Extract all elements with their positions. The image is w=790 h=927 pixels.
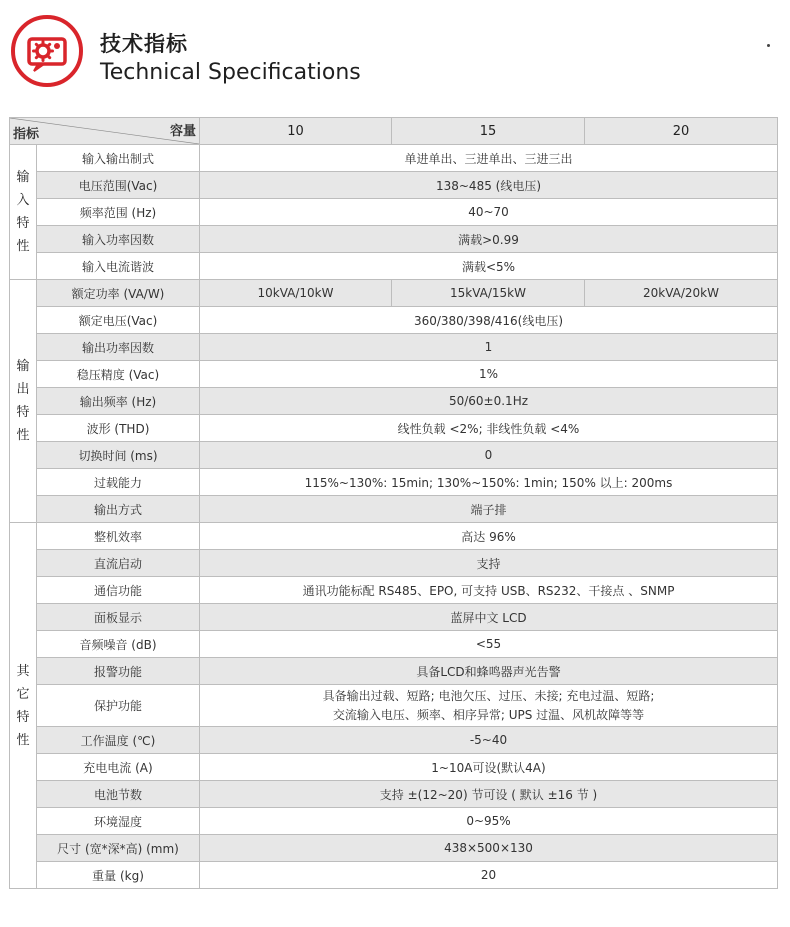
param-name: 输入输出制式 <box>37 145 200 172</box>
gear-chip-icon <box>10 14 84 88</box>
param-value: 40~70 <box>200 199 778 226</box>
param-value: 438×500×130 <box>200 835 778 862</box>
table-row <box>10 754 778 781</box>
param-value: 15kVA/15kW <box>392 280 585 307</box>
param-name: 工作温度 (℃) <box>37 727 200 754</box>
table-row <box>10 550 778 577</box>
dot-mark <box>767 44 770 47</box>
param-value: -5~40 <box>200 727 778 754</box>
param-name: 保护功能 <box>37 685 200 727</box>
param-value: 蓝屏中文 LCD <box>200 604 778 631</box>
table-row <box>10 442 778 469</box>
param-value: 20kVA/20kW <box>585 280 778 307</box>
table-row <box>10 631 778 658</box>
param-name: 环境湿度 <box>37 808 200 835</box>
table-row <box>10 808 778 835</box>
param-name: 重量 (kg) <box>37 862 200 889</box>
table-row <box>10 523 778 550</box>
group-output-label: 输 出 特 性 <box>10 280 37 523</box>
param-name: 输出方式 <box>37 496 200 523</box>
page-title-en: Technical Specifications <box>100 60 361 85</box>
capacity-header: 15 <box>392 118 585 145</box>
table-row <box>10 685 778 727</box>
param-value: 高达 96% <box>200 523 778 550</box>
param-value: 20 <box>200 862 778 889</box>
table-row <box>10 334 778 361</box>
param-name: 输入电流谐波 <box>37 253 200 280</box>
param-name: 面板显示 <box>37 604 200 631</box>
param-value: 支持 <box>200 550 778 577</box>
param-name: 额定电压(Vac) <box>37 307 200 334</box>
param-value: 50/60±0.1Hz <box>200 388 778 415</box>
param-name: 波形 (THD) <box>37 415 200 442</box>
param-value: 满载<5% <box>200 253 778 280</box>
table-row <box>10 172 778 199</box>
param-name: 电压范围(Vac) <box>37 172 200 199</box>
param-value <box>200 685 778 727</box>
param-name: 过载能力 <box>37 469 200 496</box>
protection-line-2: 交流输入电压、频率、相序异常; UPS 过温、风机故障等等 <box>332 707 645 722</box>
param-name: 输出频率 (Hz) <box>37 388 200 415</box>
param-name: 电池节数 <box>37 781 200 808</box>
corner-cell <box>10 118 200 145</box>
param-name: 尺寸 (宽*深*高) (mm) <box>37 835 200 862</box>
table-row <box>10 469 778 496</box>
param-name: 输入功率因数 <box>37 226 200 253</box>
param-value: 通讯功能标配 RS485、EPO, 可支持 USB、RS232、干接点 、SNMP <box>200 577 778 604</box>
table-row <box>10 361 778 388</box>
table-row <box>10 862 778 889</box>
table-row <box>10 415 778 442</box>
param-name: 报警功能 <box>37 658 200 685</box>
param-value: 具备LCD和蜂鸣器声光告警 <box>200 658 778 685</box>
table-row <box>10 253 778 280</box>
param-name: 充电电流 (A) <box>37 754 200 781</box>
param-value: 端子排 <box>200 496 778 523</box>
param-name: 音频噪音 (dB) <box>37 631 200 658</box>
table-row <box>10 604 778 631</box>
param-value: 360/380/398/416(线电压) <box>200 307 778 334</box>
param-value: 1~10A可设(默认4A) <box>200 754 778 781</box>
table-row <box>10 388 778 415</box>
param-name: 频率范围 (Hz) <box>37 199 200 226</box>
param-value: 支持 ±(12~20) 节可设 ( 默认 ±16 节 ) <box>200 781 778 808</box>
page-header <box>0 0 790 118</box>
param-name: 整机效率 <box>37 523 200 550</box>
table-row <box>10 658 778 685</box>
protection-line-1: 具备输出过载、短路; 电池欠压、过压、未接; 充电过温、短路; <box>322 688 655 703</box>
param-name: 输出功率因数 <box>37 334 200 361</box>
param-name: 通信功能 <box>37 577 200 604</box>
table-header-row <box>10 118 778 145</box>
corner-index-label: 指标 <box>13 127 40 142</box>
param-name: 切换时间 (ms) <box>37 442 200 469</box>
param-value: 满载>0.99 <box>200 226 778 253</box>
param-value: 10kVA/10kW <box>200 280 392 307</box>
table-row <box>10 145 778 172</box>
capacity-header: 20 <box>585 118 778 145</box>
param-value: 115%~130%: 15min; 130%~150%: 1min; 150% 以上: 200ms <box>200 469 778 496</box>
spec-table <box>9 117 778 889</box>
page-title-cn: 技术指标 <box>100 32 188 56</box>
table-row <box>10 280 778 307</box>
param-value: 138~485 (线电压) <box>200 172 778 199</box>
table-row <box>10 496 778 523</box>
table-row <box>10 835 778 862</box>
param-value: 0~95% <box>200 808 778 835</box>
param-value: 1 <box>200 334 778 361</box>
group-other-label: 其 它 特 性 <box>10 523 37 889</box>
param-name: 稳压精度 (Vac) <box>37 361 200 388</box>
corner-capacity-label: 容量 <box>169 124 196 139</box>
param-value: 线性负载 <2%; 非线性负载 <4% <box>200 415 778 442</box>
group-input-label: 输 入 特 性 <box>10 145 37 280</box>
param-value: 单进单出、三进单出、三进三出 <box>200 145 778 172</box>
param-value: <55 <box>200 631 778 658</box>
table-row <box>10 199 778 226</box>
param-name: 额定功率 (VA/W) <box>37 280 200 307</box>
param-value: 1% <box>200 361 778 388</box>
table-row <box>10 307 778 334</box>
capacity-header: 10 <box>200 118 392 145</box>
table-row <box>10 781 778 808</box>
table-row <box>10 226 778 253</box>
param-name: 直流启动 <box>37 550 200 577</box>
table-row <box>10 577 778 604</box>
table-row <box>10 727 778 754</box>
param-value: 0 <box>200 442 778 469</box>
